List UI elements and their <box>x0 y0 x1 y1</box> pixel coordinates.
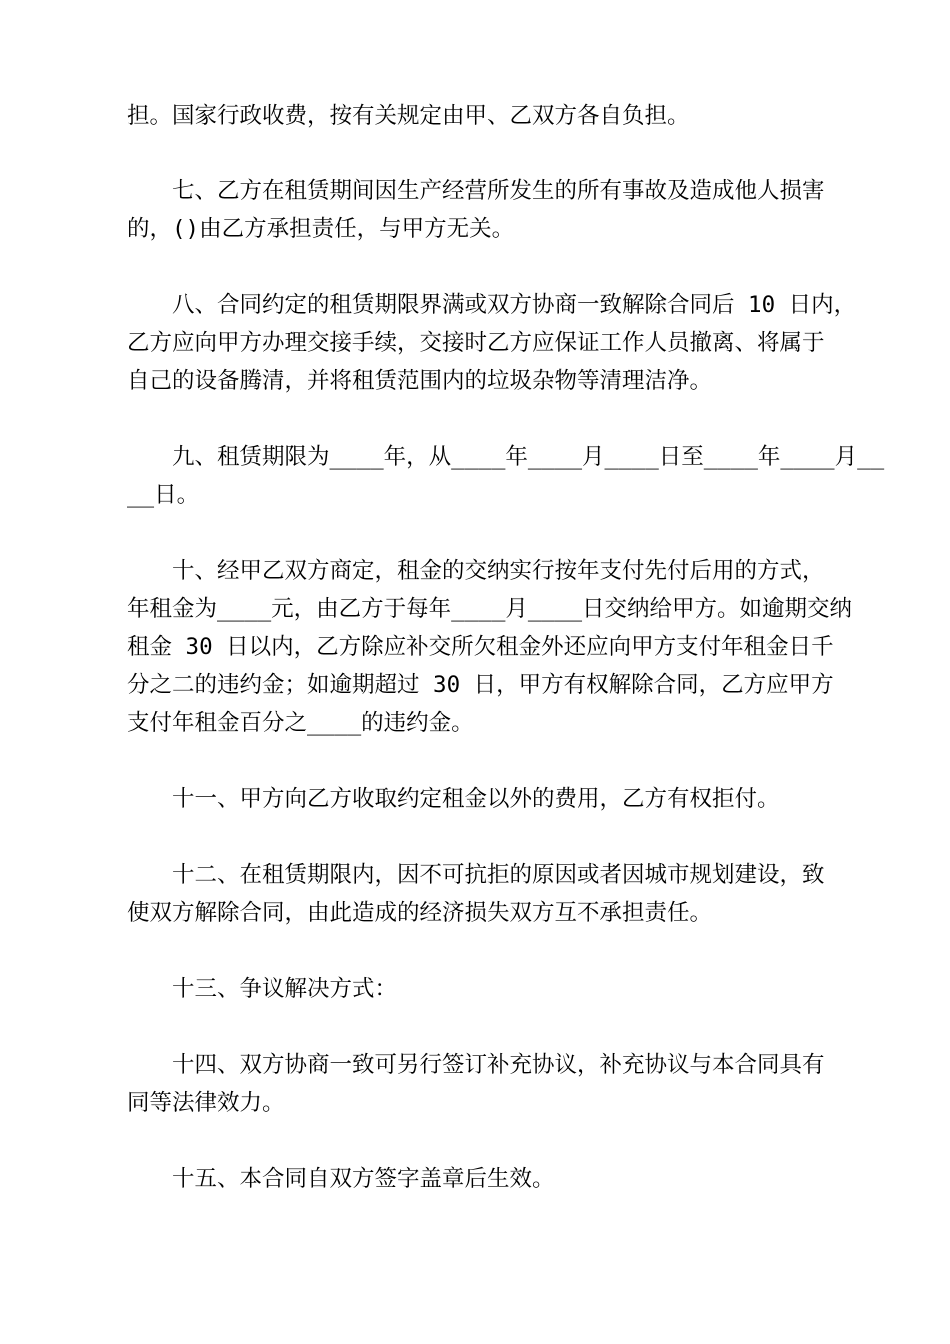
paragraph-line: 十一、甲方向乙方收取约定租金以外的费用，乙方有权拒付。 <box>172 786 780 812</box>
paragraph-line: 同等法律效力。 <box>127 1090 285 1116</box>
paragraph-line: 乙方应向甲方办理交接手续，交接时乙方应保证工作人员撤离、将属于 <box>127 330 825 356</box>
paragraph-line: 担。国家行政收费，按有关规定由甲、乙双方各自负担。 <box>127 103 690 129</box>
paragraph-line: 九、租赁期限为____年，从____年____月____日至____年____月__ <box>172 444 885 470</box>
paragraph-line: 自己的设备腾清，并将租赁范围内的垃圾杂物等清理洁净。 <box>127 368 713 394</box>
paragraph-line: 年租金为____元，由乙方于每年____月____日交纳给甲方。如逾期交纳 <box>127 596 853 622</box>
paragraph-line: 分之二的违约金；如逾期超过 30 日，甲方有权解除合同，乙方应甲方 <box>127 672 834 698</box>
paragraph-line: 十五、本合同自双方签字盖章后生效。 <box>172 1166 555 1192</box>
paragraph-line: 的，()由乙方承担责任，与甲方无关。 <box>127 216 515 242</box>
paragraph-line: 十、经甲乙双方商定，租金的交纳实行按年支付先付后用的方式， <box>172 558 825 584</box>
paragraph-line: 十二、在租赁期限内，因不可抗拒的原因或者因城市规划建设，致 <box>172 862 825 888</box>
paragraph-line: 七、乙方在租赁期间因生产经营所发生的所有事故及造成他人损害 <box>172 178 825 204</box>
paragraph-line: 支付年租金百分之____的违约金。 <box>127 710 474 736</box>
paragraph-line: 八、合同约定的租赁期限界满或双方协商一致解除合同后 10 日内， <box>172 292 857 318</box>
paragraph-line: 十四、双方协商一致可另行签订补充协议，补充协议与本合同具有 <box>172 1052 825 1078</box>
paragraph-line: 租金 30 日以内，乙方除应补交所欠租金外还应向甲方支付年租金日千 <box>127 634 834 660</box>
paragraph-line: __日。 <box>127 482 200 508</box>
paragraph-line: 十三、争议解决方式： <box>172 976 398 1002</box>
paragraph-line: 使双方解除合同，由此造成的经济损失双方互不承担责任。 <box>127 900 713 926</box>
